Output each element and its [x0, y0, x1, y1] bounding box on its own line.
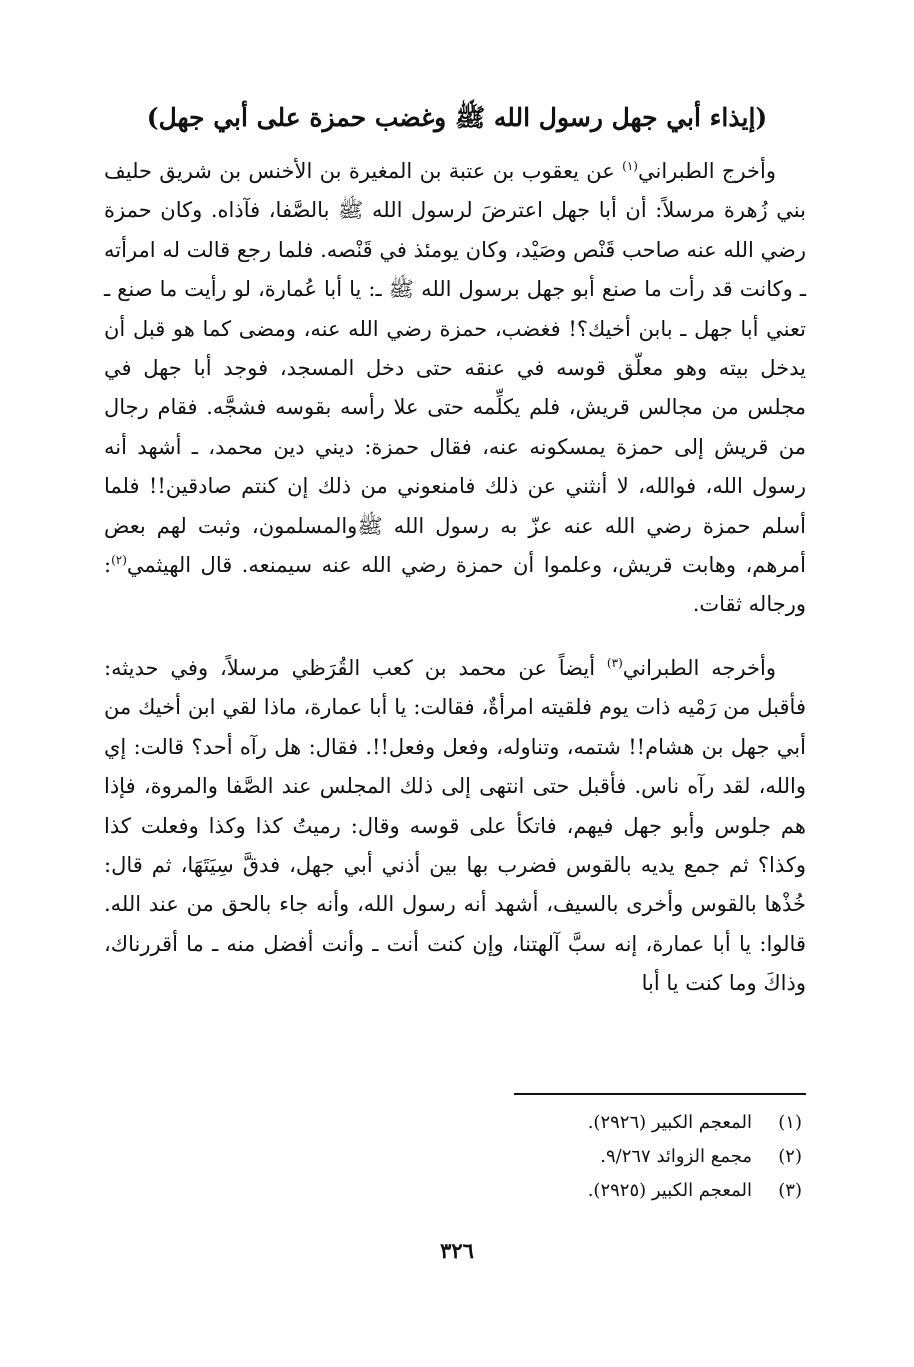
footnote-item [300, 1174, 802, 1208]
paragraph-1-text-start: وأخرج الطبراني [637, 159, 776, 183]
footnote-divider [514, 1093, 806, 1095]
footnote-text: المعجم الكبير (٢٩٢٥). [587, 1180, 752, 1201]
footnote-text: المعجم الكبير (٢٩٢٦). [587, 1112, 752, 1133]
main-text [104, 152, 806, 1004]
paragraph-1-text-end: : ورجاله ثقات. [104, 553, 806, 617]
paragraph-1-text-middle: عن يعقوب بن عتبة بن المغيرة بن الأخنس بن شريق حليف بني زُهرة مرسلاً: أن أبا جهل اعترضَ لرسول الله ﷺ بالصَّفا، فآذاه. وكان حمزة رضي الله عنه صاحب قَنْص وصَيْد، وكان يومئذ في قَنْصه. فلما رجع قالت له امرأته ـ وكانت قد رأت ما صنع أبو جهل برسول الله ﷺ ـ: يا أبا عُمارة، لو رأيت ما صنع ـ تعني أبا جهل ـ بابن أخيك؟! فغضب، حمزة رضي الله عنه، ومضى كما هو قبل أن يدخل بيته وهو معلّق قوسه في عنقه حتى دخل المسجد، فوجد أبا جهل في مجلس من مجالس قريش، فلم يكلِّمه حتى علا رأسه بقوسه فشجَّه. فقام رجال من قريش إلى حمزة يمسكونه عنه، فقال حمزة: ديني دين محمد، ـ أشهد أنه رسول الله، فوالله، لا أنثني عن ذلك فامنعوني من ذلك إن كنتم صادقين!! فلما أسلم حمزة رضي الله عنه عزّ به رسول الله ﷺوالمسلمون، وثبت لهم بعض أمرهم، وهابت قريش، وعلموا أن حمزة رضي الله عنه سيمنعه. قال الهيثمي [104, 159, 806, 578]
footnotes-list [300, 1106, 802, 1208]
paragraph-2-text-start: وأخرجه الطبراني [622, 655, 776, 680]
footnote-number: (٣) [778, 1180, 802, 1201]
footnote-item [300, 1140, 802, 1174]
footnote-ref-1[interactable]: (١) [622, 159, 638, 173]
footnote-text: مجمع الزوائد ٩/٢٦٧. [600, 1146, 752, 1167]
footnote-item [300, 1106, 802, 1140]
paragraph-2 [104, 649, 806, 1004]
paragraph-1 [104, 152, 806, 625]
page-number: ٣٢٦ [440, 1238, 474, 1263]
footnote-number: (٢) [778, 1146, 802, 1167]
chapter-title: (إيذاء أبي جهل رسول الله ﷺ وغضب حمزة على أبي جهل) [146, 103, 768, 132]
footnote-number: (١) [778, 1112, 802, 1133]
footnote-ref-3[interactable]: (٣) [606, 655, 623, 670]
paragraph-2-text-end: أيضاً عن محمد بن كعب القُرَظي مرسلاً، وفي حديثه: فأقبل من رَمْيه ذات يوم فلقيته امرأةٌ، فقالت: يا أبا عمارة، ماذا لقي ابن أخيك من أبي جهل بن هشام!! شتمه، وتناوله، وفعل وفعل!!. فقال: هل رآه أحد؟ قالت: إي والله، لقد رآه ناس. فأقبل حتى انتهى إلى ذلك المجلس عند الصَّفا والمروة، فإذا هم جلوس وأبو جهل فيهم، فاتكأ على قوسه وقال: رميتُ كذا وكذا وفعلت كذا وكذا؟ ثم جمع يديه بالقوس فضرب بها بين أذني أبي جهل، فدقَّ سِيَتَهَا، ثم قال: خُذْها بالقوس وأخرى بالسيف، أشهد أنه رسول الله، وأنه جاء بالحق من عند الله. قالوا: يا أبا عمارة، إنه سبَّ آلهتنا، وإن كنت أنت ـ وأنت أفضل منه ـ ما أقررناك، وذاكَ وما كنت يا أبا [104, 655, 806, 996]
footnote-ref-2[interactable]: (٢) [111, 553, 127, 568]
